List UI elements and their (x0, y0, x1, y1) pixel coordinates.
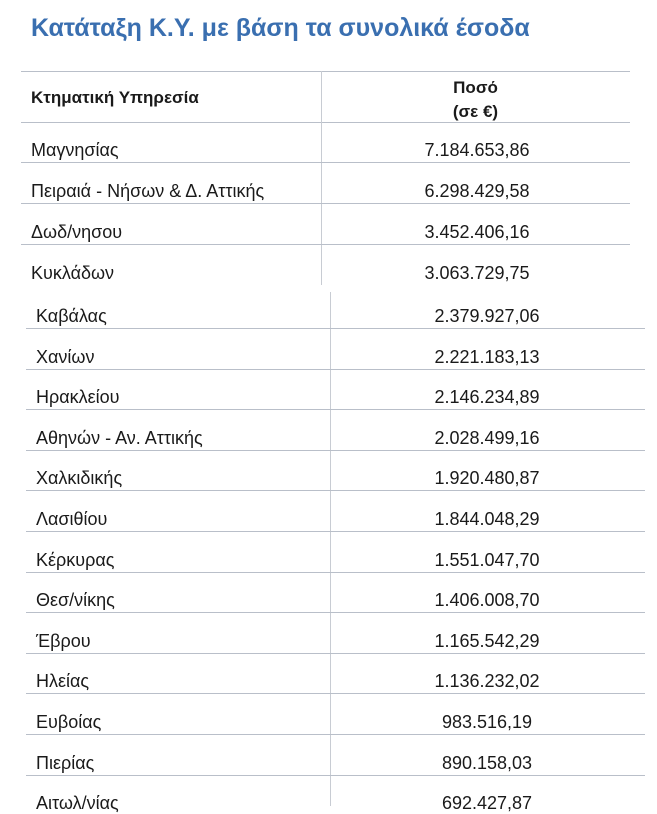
row-9-amount: 1.920.480,87 (434, 468, 540, 488)
column-header-office: Κτηματική Υπηρεσία (31, 88, 199, 107)
row-3-amount: 3.452.406,16 (424, 222, 530, 242)
page-title: Κατάταξη Κ.Υ. με βάση τα συνολικά έσοδα (31, 14, 530, 42)
row-14-office-name: Ηλείας (36, 671, 90, 691)
row-15-office-name: Ευβοίας (36, 712, 102, 732)
row-15-separator (26, 734, 645, 735)
row-16-office-name: Πιερίας (36, 753, 95, 773)
row-13-amount: 1.165.542,29 (434, 631, 540, 651)
row-2-amount: 6.298.429,58 (424, 181, 530, 201)
row-13-separator (26, 653, 645, 654)
row-9-office-name: Χαλκιδικής (36, 468, 123, 488)
row-11-separator (26, 572, 645, 573)
row-2-separator (21, 203, 630, 204)
row-13-office-name: Έβρου (36, 631, 91, 651)
row-8-office-name: Αθηνών - Αν. Αττικής (36, 428, 203, 448)
row-17-office-name: Αιτωλ/νίας (36, 793, 119, 813)
row-10-separator (26, 531, 645, 532)
row-1-office-name: Μαγνησίας (31, 140, 119, 160)
row-17-amount: 692.427,87 (441, 793, 533, 813)
row-11-office-name: Κέρκυρας (36, 550, 115, 570)
row-6-office-name: Χανίων (36, 347, 95, 367)
row-11-amount: 1.551.047,70 (434, 550, 540, 570)
row-14-separator (26, 693, 645, 694)
row-16-separator (26, 775, 645, 776)
row-12-amount: 1.406.008,70 (434, 590, 540, 610)
row-10-amount: 1.844.048,29 (434, 509, 540, 529)
row-2-office-name: Πειραιά - Νήσων & Δ. Αττικής (31, 181, 265, 201)
row-3-separator (21, 244, 630, 245)
row-9-separator (26, 490, 645, 491)
row-8-amount: 2.028.499,16 (434, 428, 540, 448)
row-15-amount: 983.516,19 (441, 712, 533, 732)
row-8-separator (26, 450, 645, 451)
table-top-border (21, 71, 630, 72)
row-16-amount: 890.158,03 (441, 753, 533, 773)
column-header-amount (321, 76, 630, 124)
row-10-office-name: Λασιθίου (36, 509, 108, 529)
row-1-separator (21, 162, 630, 163)
row-5-separator (26, 328, 645, 329)
column-divider-upper (321, 123, 322, 285)
row-14-amount: 1.136.232,02 (434, 671, 540, 691)
row-6-amount: 2.221.183,13 (434, 347, 540, 367)
row-7-amount: 2.146.234,89 (434, 387, 540, 407)
row-5-office-name: Καβάλας (36, 306, 107, 326)
row-3-office-name: Δωδ/νησου (31, 222, 123, 242)
row-1-amount: 7.184.653,86 (424, 140, 530, 160)
row-12-separator (26, 612, 645, 613)
column-header-amount-line1: Ποσό (453, 78, 498, 97)
column-header-amount-line2: (σε €) (452, 102, 499, 121)
row-4-amount: 3.063.729,75 (424, 263, 530, 283)
row-4-office-name: Κυκλάδων (31, 263, 115, 283)
row-5-amount: 2.379.927,06 (434, 306, 540, 326)
row-7-office-name: Ηρακλείου (36, 387, 120, 407)
row-12-office-name: Θεσ/νίκης (36, 590, 115, 610)
row-7-separator (26, 409, 645, 410)
row-6-separator (26, 369, 645, 370)
